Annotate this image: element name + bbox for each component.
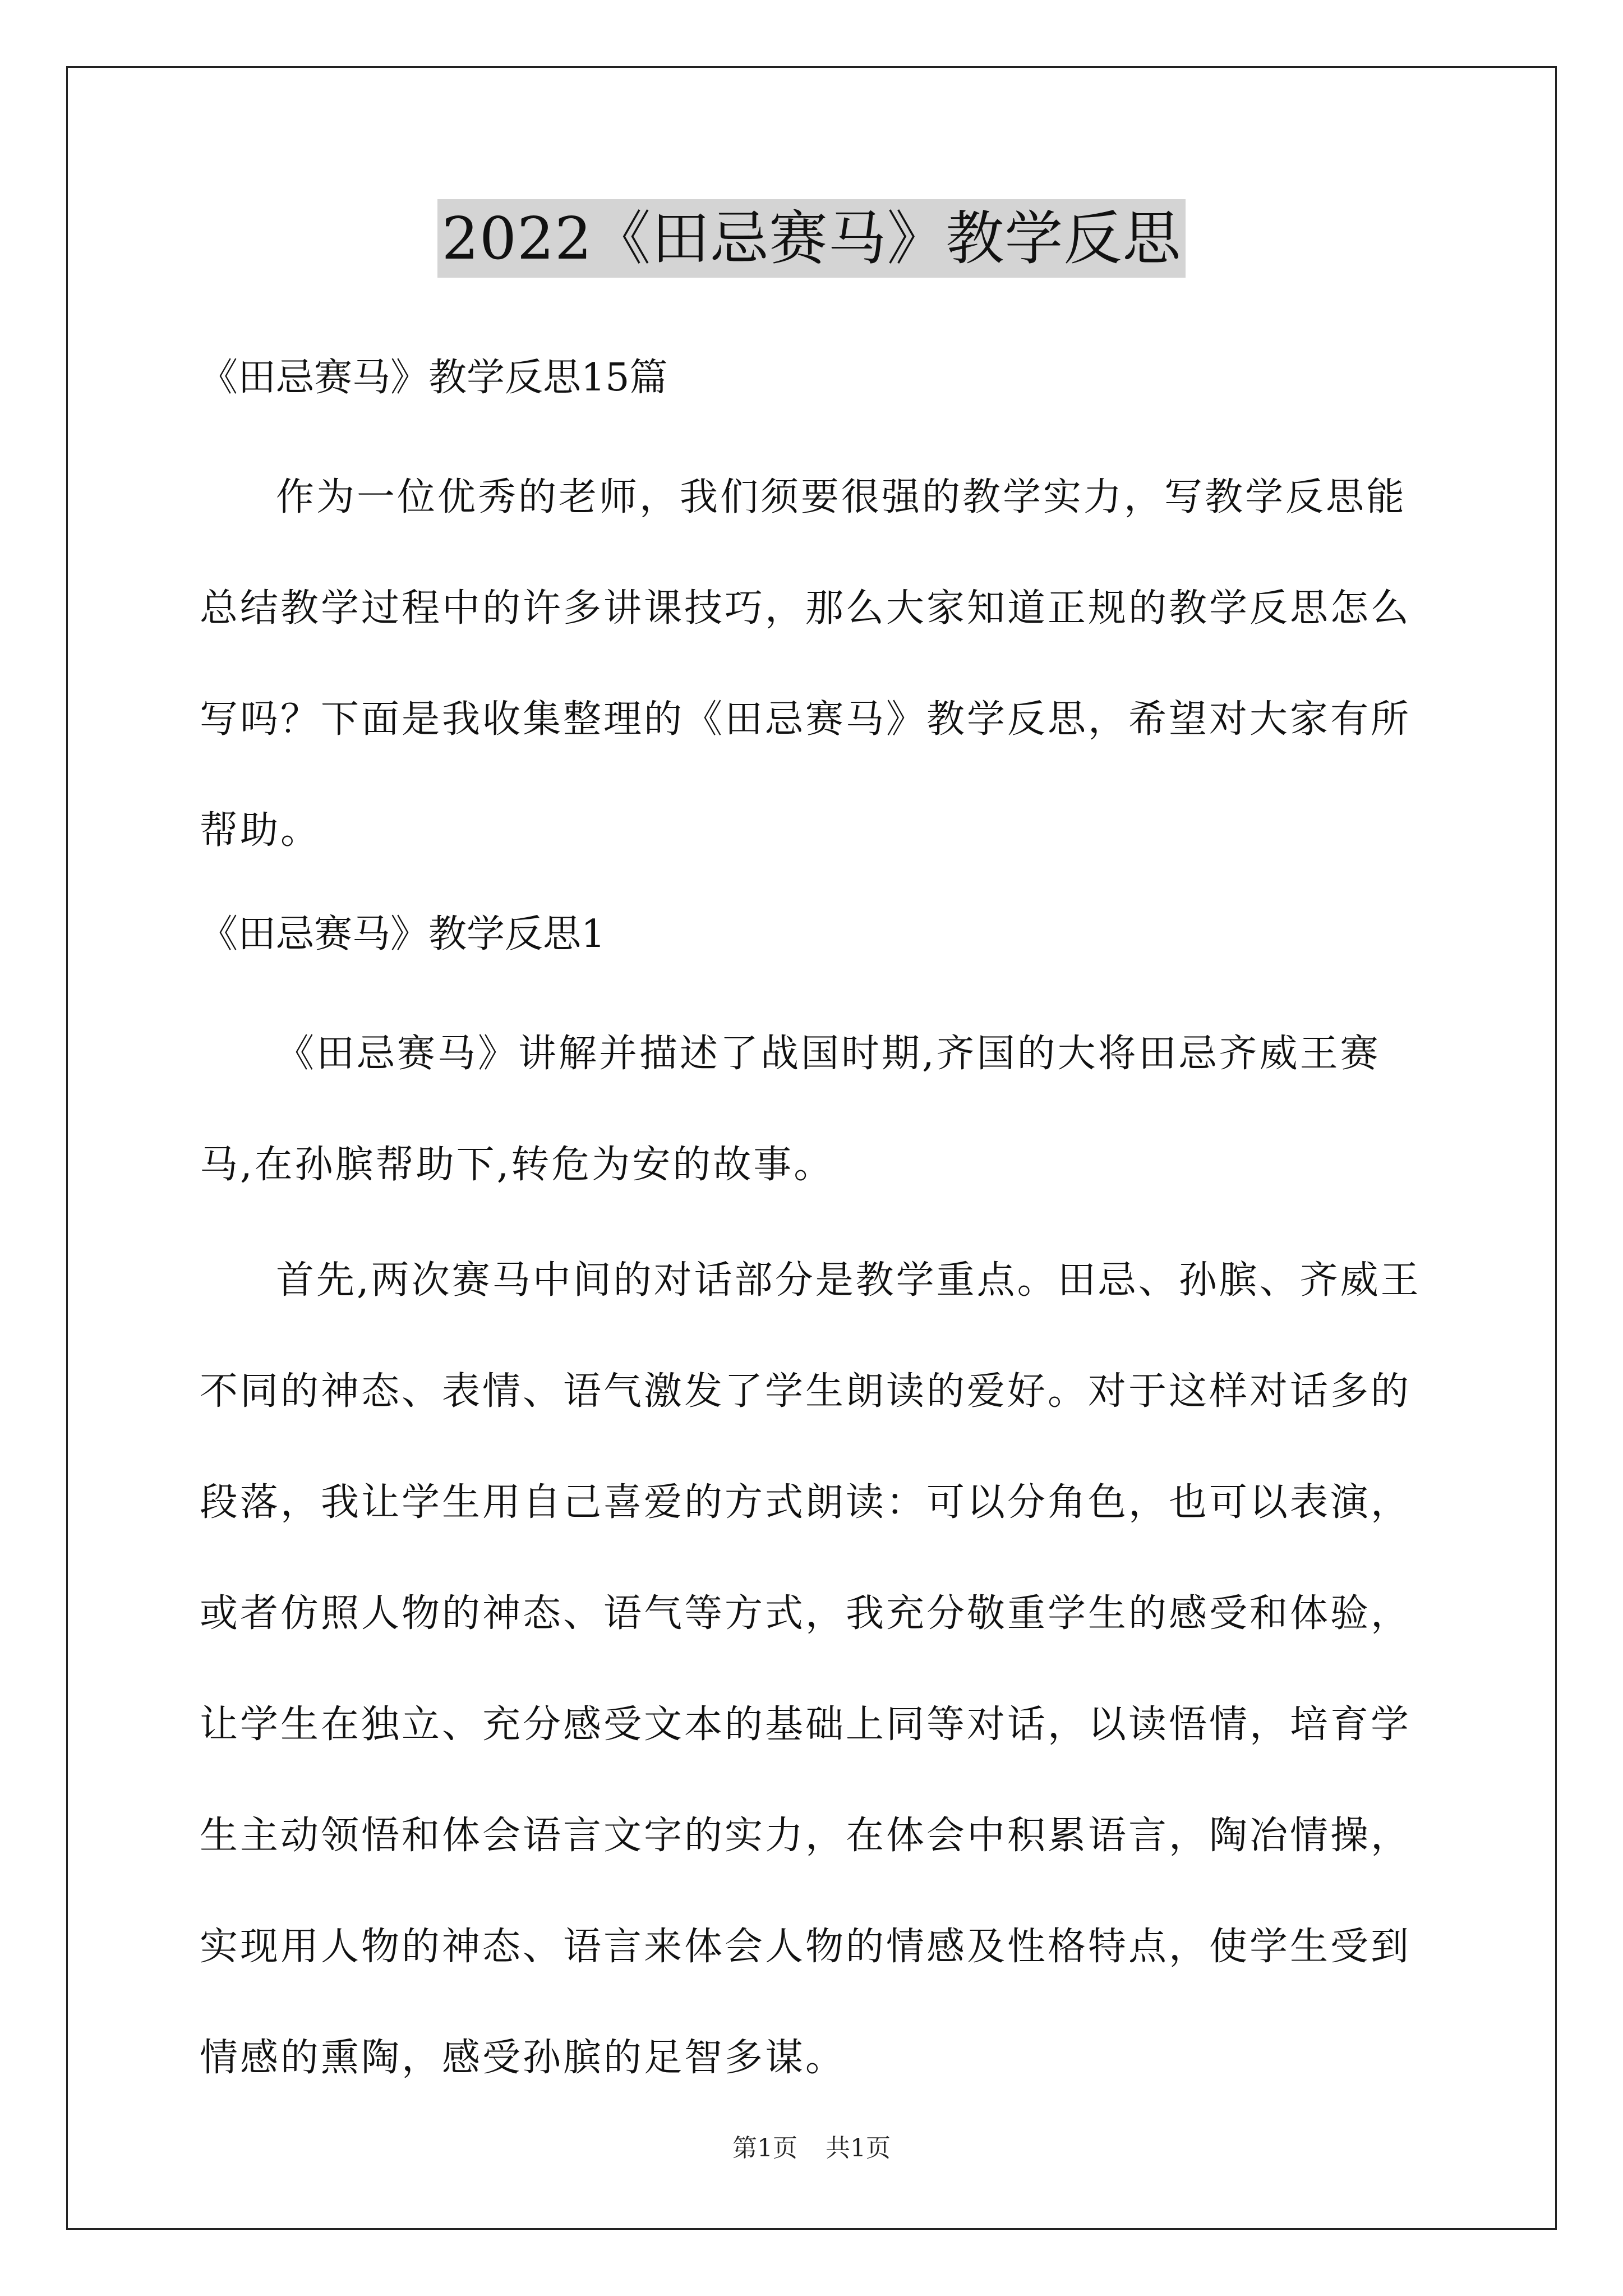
- intro-paragraph: 作为一位优秀的老师，我们须要很强的教学实力，写教学反思能总结教学过程中的许多讲课技巧，那么大家知道正规的教学反思怎么写吗？下面是我收集整理的《田忌赛马》教学反思，希望对大家有所帮助。: [200, 475, 1412, 853]
- page-footer: [0, 2132, 1623, 2165]
- document-subtitle: 《田忌赛马》教学反思15篇: [200, 356, 668, 400]
- page-number-total: 共1页: [826, 2134, 891, 2162]
- title-block: [0, 199, 1623, 278]
- section-heading: 《田忌赛马》教学反思1: [200, 912, 606, 956]
- section-paragraph-2: 首先,两次赛马中间的对话部分是教学重点。田忌、孙膑、齐威王不同的神态、表情、语气激发了学生朗读的爱好。对于这样对话多的段落，我让学生用自己喜爱的方式朗读：可以分角色，也可以表演，或者仿照人物的神态、语气等方式，我充分敬重学生的感受和体验，让学生在独立、充分感受文本的基础上同等对话，以读悟情，培育学生主动领悟和体会语言文字的实力，在体会中积累语言，陶冶情操，实现用人物的神态、语言来体会人物的情感及性格特点，使学生受到情感的熏陶，感受孙膑的足智多谋。: [200, 1258, 1421, 2080]
- document-body: [200, 337, 1428, 2114]
- section-paragraph-1: 《田忌赛马》讲解并描述了战国时期,齐国的大将田忌齐威王赛马,在孙膑帮助下,转危为安的故事。: [200, 1032, 1381, 1187]
- document-title: 2022《田忌赛马》教学反思: [437, 199, 1186, 278]
- page-number-current: 第1页: [732, 2134, 797, 2162]
